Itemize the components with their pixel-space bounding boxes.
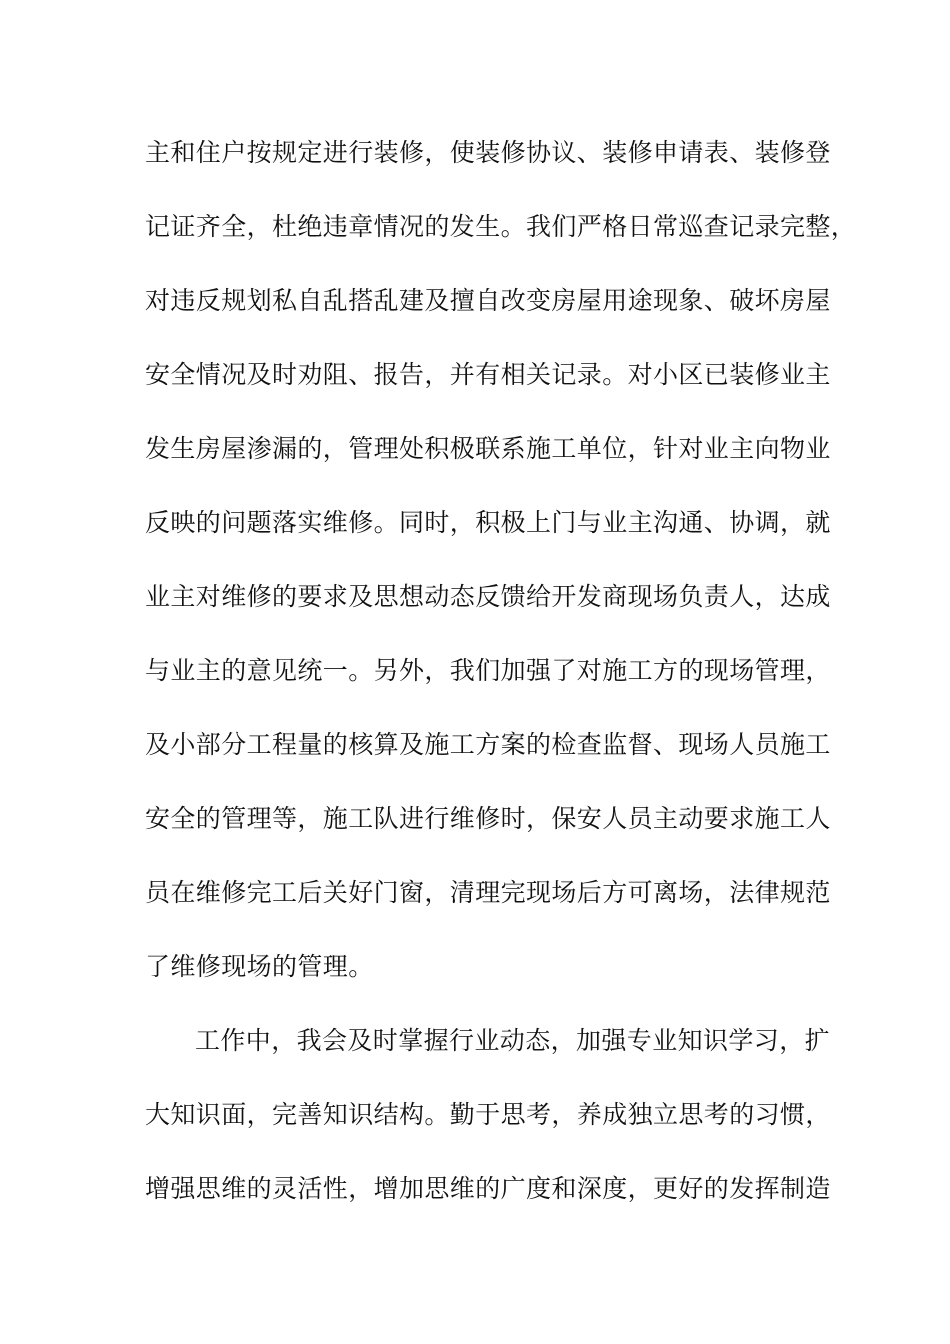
paragraph-1 <box>145 130 857 1018</box>
text-line: 对违反规划私自乱搭乱建及擅自改变房屋用途现象、破坏房屋 <box>145 286 831 315</box>
text-line: 反映的问题落实维修。同时，积极上门与业主沟通、协调，就 <box>145 508 831 537</box>
text-line: 增强思维的灵活性，增加思维的广度和深度，更好的发挥制造 <box>145 1174 831 1203</box>
text-line: 业主对维修的要求及思想动态反馈给开发商现场负责人，达成 <box>145 582 831 611</box>
body-text <box>145 130 857 1240</box>
text-line: 工作中，我会及时掌握行业动态，加强专业知识学习，扩 <box>195 1026 831 1055</box>
text-line: 安全情况及时劝阻、报告，并有相关记录。对小区已装修业主 <box>145 360 831 389</box>
text-line: 记证齐全，杜绝违章情况的发生。我们严格日常巡查记录完整， <box>145 212 857 241</box>
text-line: 发生房屋渗漏的，管理处积极联系施工单位，针对业主向物业 <box>145 434 831 463</box>
text-line: 员在维修完工后关好门窗，清理完现场后方可离场，法律规范 <box>145 878 831 907</box>
text-line: 安全的管理等，施工队进行维修时，保安人员主动要求施工人 <box>145 804 831 833</box>
text-line: 与业主的意见统一。另外，我们加强了对施工方的现场管理， <box>145 656 831 685</box>
text-line: 大知识面，完善知识结构。勤于思考，养成独立思考的习惯， <box>145 1100 831 1129</box>
text-line: 了维修现场的管理。 <box>145 952 374 981</box>
paragraph-2 <box>145 1018 845 1240</box>
text-line: 主和住户按规定进行装修，使装修协议、装修申请表、装修登 <box>145 138 831 167</box>
text-line: 及小部分工程量的核算及施工方案的检查监督、现场人员施工 <box>145 730 831 759</box>
